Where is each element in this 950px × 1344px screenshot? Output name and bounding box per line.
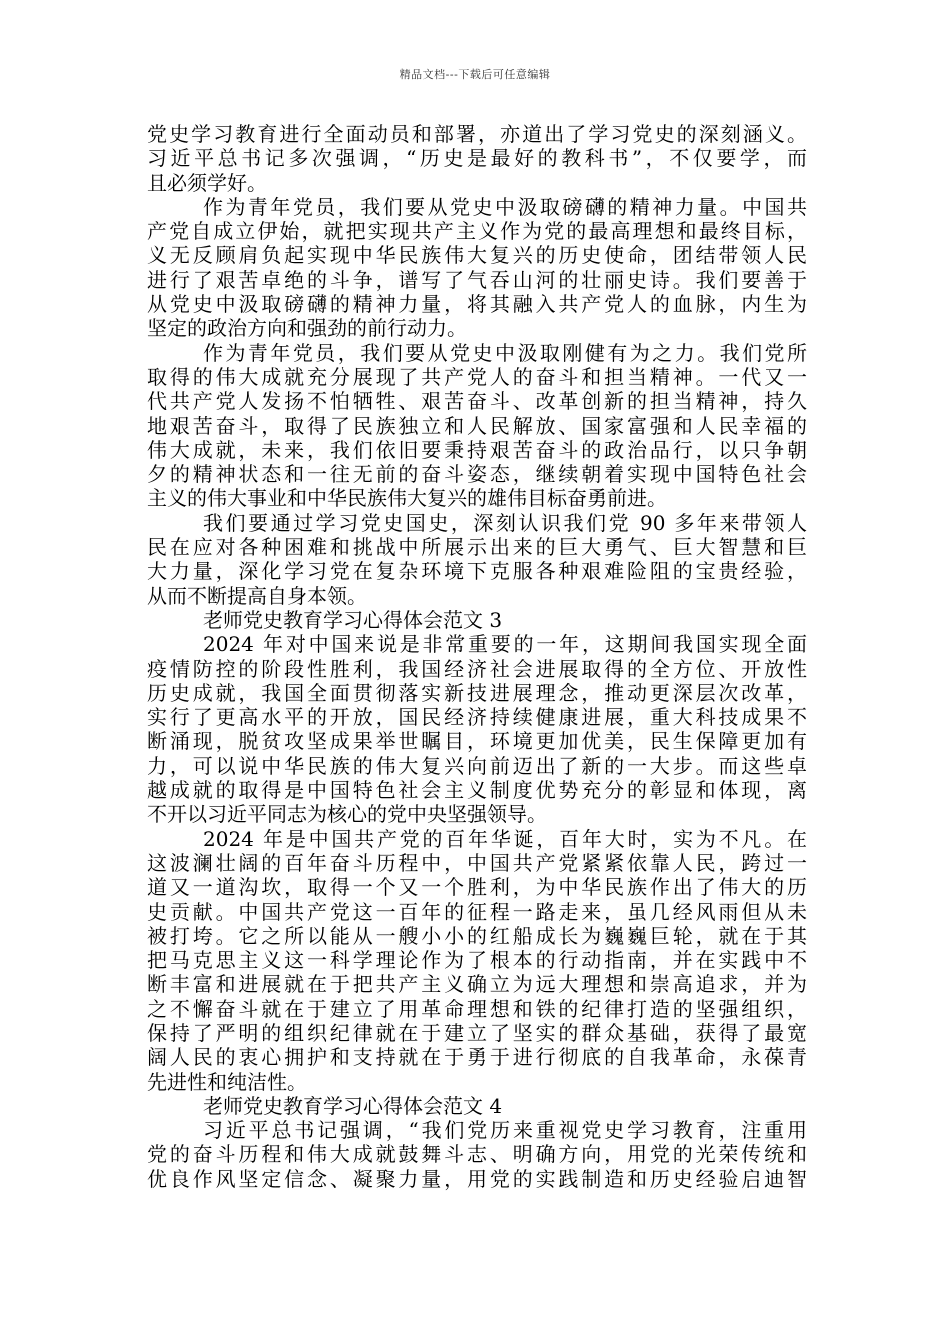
text-line: 伟大成就，未来，我们依旧要秉持艰苦奋斗的政治品行，以只争朝 <box>147 437 807 462</box>
paragraph-last-line: 先进性和纯洁性。 <box>147 1069 307 1094</box>
section-heading: 老师党史教育学习心得体会范文 3 <box>203 607 503 632</box>
text-line: 习近平总书记多次强调，“历史是最好的教科书”，不仅要学，而 <box>147 146 807 171</box>
text-line: 被打垮。它之所以能从一艘小小的红船成长为巍巍巨轮，就在于其 <box>147 923 807 948</box>
page-header-note: 精品文档---下载后可任意编辑 <box>399 68 551 81</box>
paragraph-first-line: 作为青年党员，我们要从党史中汲取刚健有为之力。我们党所 <box>203 340 807 365</box>
text-line: 疫情防控的阶段性胜利，我国经济社会进展取得的全方位、开放性 <box>147 656 807 681</box>
section-heading: 老师党史教育学习心得体会范文 4 <box>203 1093 503 1118</box>
paragraph-last-line: 坚定的政治方向和强劲的前行动力。 <box>147 316 467 341</box>
paragraph-last-line: 且必须学好。 <box>147 170 267 195</box>
text-line: 力，可以说中华民族的伟大复兴向前迈出了新的一大步。而这些卓 <box>147 753 807 778</box>
paragraph-last-line: 主义的伟大事业和中华民族伟大复兴的雄伟目标奋勇前进。 <box>147 486 667 511</box>
text-line: 代共产党人发扬不怕牺牲、艰苦奋斗、改革创新的担当精神，持久 <box>147 389 807 414</box>
text-line: 断丰富和进展就在于把共产主义确立为远大理想和崇高追求，并为 <box>147 972 807 997</box>
text-line: 断涌现，脱贫攻坚成果举世瞩目，环境更加优美，民生保障更加有 <box>147 729 807 754</box>
text-line: 取得的伟大成就充分展现了共产党人的奋斗和担当精神。一代又一 <box>147 364 807 389</box>
text-line: 地艰苦奋斗，取得了民族独立和人民解放、国家富强和人民幸福的 <box>147 413 807 438</box>
text-line: 优良作风坚定信念、凝聚力量，用党的实践制造和历史经验启迪智 <box>147 1166 807 1191</box>
text-line: 产党自成立伊始，就把实现共产主义作为党的最高理想和最终目标， <box>147 219 807 244</box>
paragraph-first-line: 我们要通过学习党史国史，深刻认识我们党 90 多年来带领人 <box>203 510 807 535</box>
text-line: 把马克思主义这一科学理论作为了根本的行动指南，并在实践中不 <box>147 948 807 973</box>
text-line: 这波澜壮阔的百年奋斗历程中，中国共产党紧紧依靠人民，跨过一 <box>147 850 807 875</box>
text-line: 大力量，深化学习党在复杂环境下克服各种艰难险阻的宝贵经验， <box>147 559 807 584</box>
paragraph-first-line: 2024 年是中国共产党的百年华诞，百年大时，实为不凡。在 <box>203 826 807 851</box>
paragraph-first-line: 2024 年对中国来说是非常重要的一年，这期间我国实现全面 <box>203 632 807 657</box>
text-line: 历史成就，我国全面贯彻落实新技进展理念，推动更深层次改革， <box>147 680 807 705</box>
text-line: 民在应对各种困难和挑战中所展示出来的巨大勇气、巨大智慧和巨 <box>147 535 807 560</box>
text-line: 义无反顾肩负起实现中华民族伟大复兴的历史使命，团结带领人民 <box>147 243 807 268</box>
text-line: 保持了严明的组织纪律就在于建立了坚实的群众基础，获得了最宽 <box>147 1020 807 1045</box>
text-line: 阔人民的衷心拥护和支持就在于勇于进行彻底的自我革命，永葆青 <box>147 1045 807 1070</box>
text-line: 之不懈奋斗就在于建立了用革命理想和铁的纪律打造的坚强组织， <box>147 996 807 1021</box>
paragraph-last-line: 不开以习近平同志为核心的党中央坚强领导。 <box>147 802 547 827</box>
text-line: 夕的精神状态和一往无前的奋斗姿态，继续朝着实现中国特色社会 <box>147 462 807 487</box>
paragraph-first-line: 习近平总书记强调，“我们党历来重视党史学习教育，注重用 <box>203 1118 807 1143</box>
paragraph-first-line: 作为青年党员，我们要从党史中汲取磅礴的精神力量。中国共 <box>203 194 807 219</box>
document-body <box>147 122 807 1191</box>
text-line: 从党史中汲取磅礴的精神力量，将其融入共产党人的血脉，内生为 <box>147 292 807 317</box>
text-line: 道又一道沟坎，取得一个又一个胜利，为中华民族作出了伟大的历 <box>147 875 807 900</box>
text-line: 实行了更高水平的开放，国民经济持续健康进展，重大科技成果不 <box>147 705 807 730</box>
paragraph-last-line: 从而不断提高自身本领。 <box>147 583 367 608</box>
text-line: 党的奋斗历程和伟大成就鼓舞斗志、明确方向，用党的光荣传统和 <box>147 1142 807 1167</box>
text-line: 进行了艰苦卓绝的斗争，谱写了气吞山河的壮丽史诗。我们要善于 <box>147 267 807 292</box>
text-line: 党史学习教育进行全面动员和部署，亦道出了学习党史的深刻涵义。 <box>147 122 807 146</box>
text-line: 越成就的取得是中国特色社会主义制度优势充分的彰显和体现，离 <box>147 778 807 803</box>
text-line: 史贡献。中国共产党这一百年的征程一路走来，虽几经风雨但从未 <box>147 899 807 924</box>
